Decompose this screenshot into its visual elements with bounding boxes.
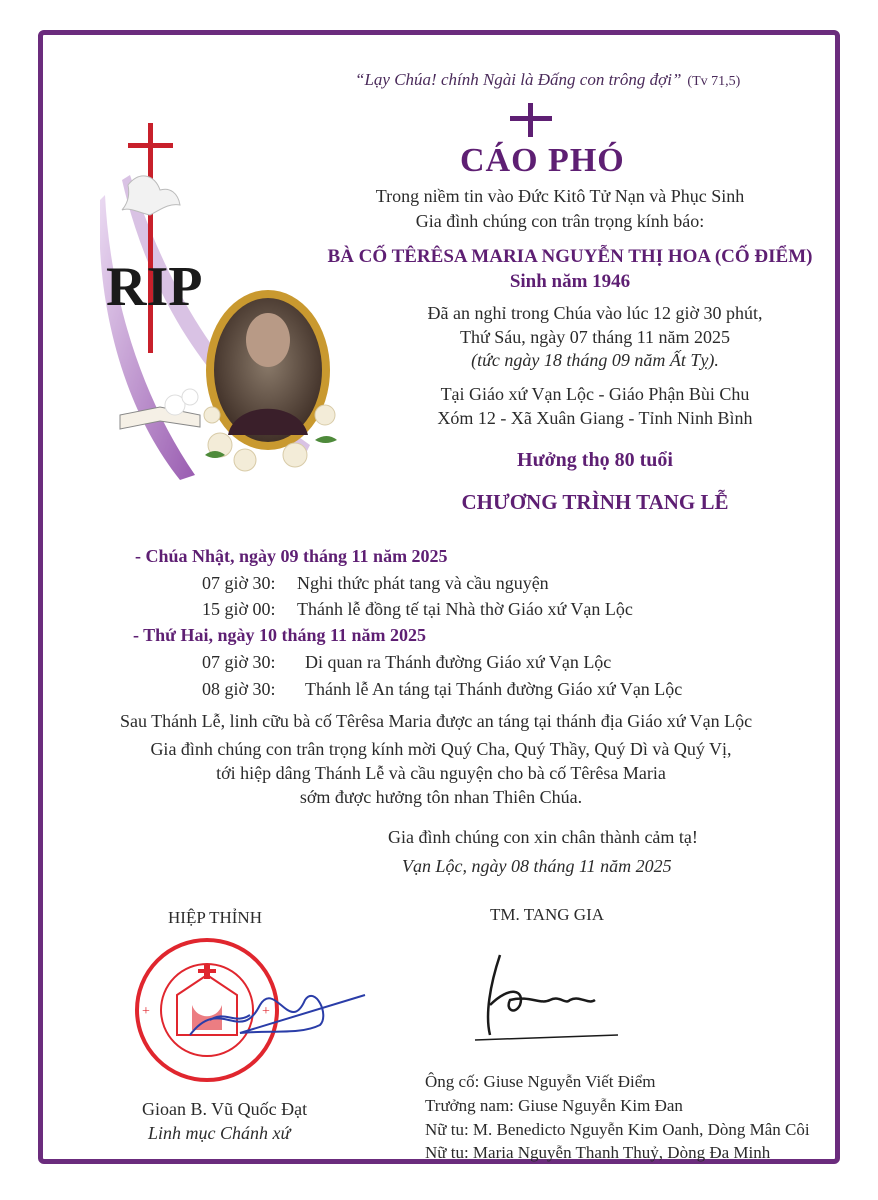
- bible-verse: [355, 70, 740, 90]
- cross-icon: [510, 103, 552, 137]
- event-time: 08 giờ 30:: [202, 679, 276, 699]
- program-day-2: - Thứ Hai, ngày 10 tháng 11 năm 2025: [133, 625, 427, 645]
- family-member: Nữ tu: Maria Nguyễn Thanh Thuỷ, Dòng Đa Minh: [425, 1143, 771, 1162]
- invitation-line-2: tới hiệp dâng Thánh Lễ và cầu nguyện cho bà cố Têrêsa Maria: [216, 763, 666, 783]
- left-signature-heading: HIỆP THỈNH: [168, 908, 262, 927]
- program-event: [202, 599, 633, 620]
- dateline: Vạn Lộc, ngày 08 tháng 11 năm 2025: [402, 856, 672, 876]
- event-time: 07 giờ 30:: [202, 652, 276, 672]
- program-event: [202, 652, 611, 673]
- event-desc: Nghi thức phát tang và cầu nguyện: [297, 573, 549, 593]
- rip-text: RIP: [106, 256, 203, 318]
- lunar-date: (tức ngày 18 tháng 09 năm Ất Tỵ).: [471, 350, 719, 370]
- program-day-1: - Chúa Nhật, ngày 09 tháng 11 năm 2025: [135, 546, 448, 566]
- rest-line-2: Thứ Sáu, ngày 07 tháng 11 năm 2025: [459, 327, 731, 347]
- family-member: Nữ tu: M. Benedicto Nguyễn Kim Oanh, Dòng Mân Côi: [425, 1120, 810, 1139]
- right-signature-heading: TM. TANG GIA: [490, 905, 605, 924]
- invitation-line-1: Gia đình chúng con trân trọng kính mời Quý Cha, Quý Thầy, Quý Dì và Quý Vị,: [150, 739, 732, 759]
- deceased-name: BÀ CỐ TÊRÊSA MARIA NGUYỄN THỊ HOA (CỐ ĐIỂM): [327, 246, 813, 267]
- priest-role: Linh mục Chánh xứ: [148, 1123, 291, 1143]
- priest-signature: [180, 975, 370, 1055]
- family-signature: [470, 945, 620, 1055]
- birth-year: Sinh năm 1946: [509, 271, 631, 292]
- intro-line-1: Trong niềm tin vào Đức Kitô Tử Nạn và Phục Sinh: [375, 186, 745, 206]
- event-time: 07 giờ 30:: [202, 573, 276, 593]
- page-title: CÁO PHÓ: [460, 142, 625, 179]
- parish-line: Tại Giáo xứ Vạn Lộc - Giáo Phận Bùi Chu: [440, 384, 750, 404]
- intro-line-2: Gia đình chúng con trân trọng kính báo:: [415, 211, 705, 231]
- program-event: [202, 679, 682, 700]
- event-desc: Thánh lễ An táng tại Thánh đường Giáo xứ Vạn Lộc: [305, 679, 683, 699]
- invitation-line-3: sớm được hưởng tôn nhan Thiên Chúa.: [299, 787, 583, 807]
- svg-text:+: +: [262, 1004, 270, 1019]
- verse-reference: (Tv 71,5): [687, 74, 741, 89]
- thanks-line: Gia đình chúng con xin chân thành cảm tạ!: [388, 827, 698, 847]
- burial-note: Sau Thánh Lễ, linh cữu bà cố Têrêsa Maria được an táng tại thánh địa Giáo xứ Vạn Lộc: [120, 711, 753, 731]
- program-title: CHƯƠNG TRÌNH TANG LỄ: [461, 490, 729, 514]
- event-desc: Thánh lễ đồng tế tại Nhà thờ Giáo xứ Vạn Lộc: [297, 599, 633, 619]
- verse-text: “Lạy Chúa! chính Ngài là Đấng con trông đợi”: [355, 70, 682, 89]
- rip-memorial-artwork: [100, 115, 350, 485]
- family-member: Trưởng nam: Giuse Nguyễn Kim Đan: [425, 1096, 683, 1115]
- age-line: Hưởng thọ 80 tuổi: [517, 449, 673, 471]
- program-event: [202, 573, 549, 594]
- family-member: Ông cố: Giuse Nguyễn Viết Điểm: [425, 1072, 656, 1091]
- rest-line-1: Đã an nghỉ trong Chúa vào lúc 12 giờ 30 phút,: [427, 303, 763, 323]
- address-line: Xóm 12 - Xã Xuân Giang - Tỉnh Ninh Bình: [437, 408, 753, 428]
- event-time: 15 giờ 00:: [202, 599, 276, 619]
- event-desc: Di quan ra Thánh đường Giáo xứ Vạn Lộc: [305, 652, 612, 672]
- priest-name: Gioan B. Vũ Quốc Đạt: [142, 1099, 308, 1119]
- svg-text:+: +: [142, 1004, 150, 1019]
